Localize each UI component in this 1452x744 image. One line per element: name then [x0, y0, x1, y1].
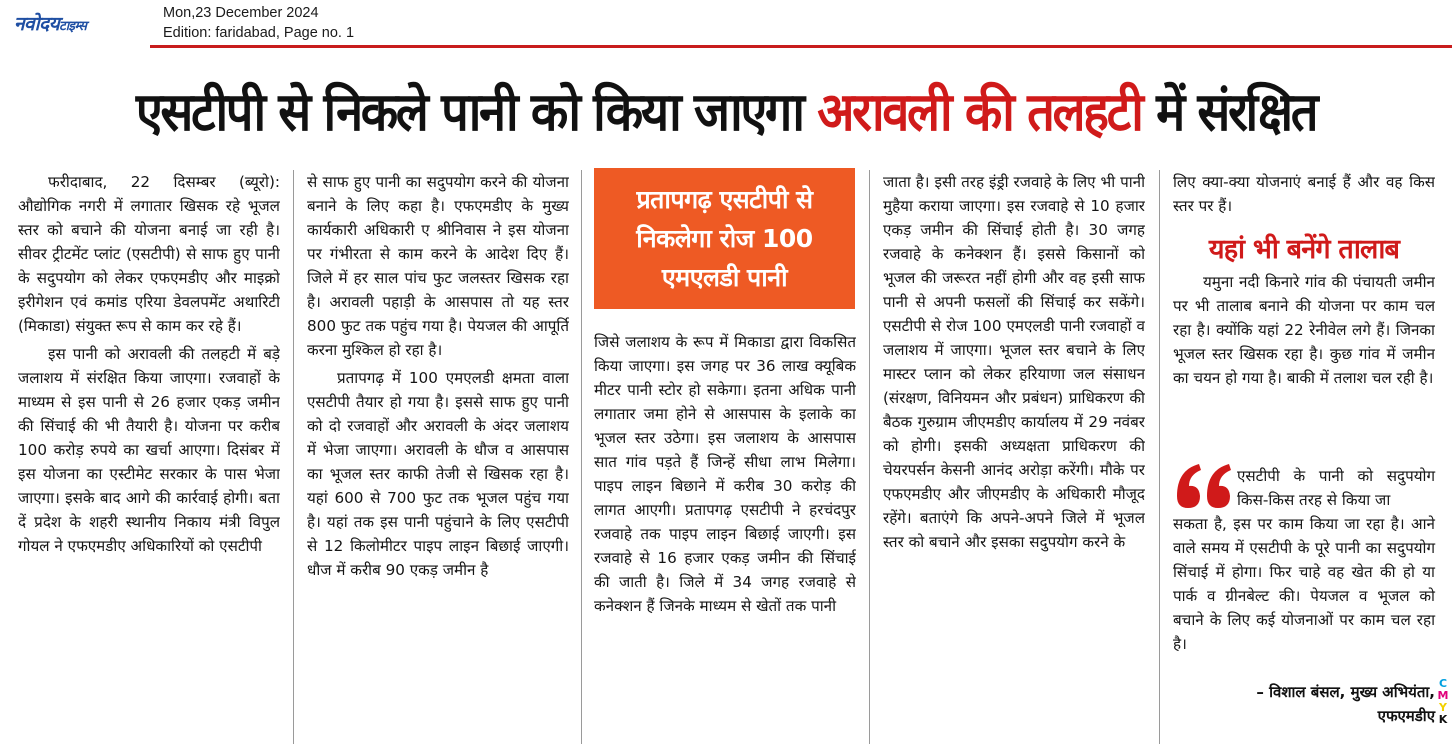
- headline-part1: एसटीपी से निकले पानी को किया जाएगा: [135, 82, 818, 143]
- date-line: Mon,23 December 2024: [163, 5, 319, 21]
- masthead: [0, 0, 1452, 48]
- cmyk-letter: K: [1438, 713, 1448, 726]
- headline-highlight: अरावली की तलहटी: [817, 82, 1142, 143]
- edition-info: [163, 3, 354, 43]
- paragraph: इस पानी को अरावली की तलहटी में बड़े जलाशय में संरक्षित किया जाएगा। रजवाहों के माध्यम से इस पानी से 26 हजार एकड़ जमीन की सिंचाई की भी तैयारी है। योजना पर करीब 100 करोड़ रुपये का खर्चा आएगा। दिसंबर में इस योजना का एस्टीमेट सरकार के पास भेजा जाएगा। इसके बाद आगे की कार्रवाई होगी। बता दें प्रदेश के शहरी स्थानीय निकाय मंत्री विपुल गोयल ने एफएमडीए अधिकारियों को एसटीपी: [18, 345, 280, 555]
- paragraph: प्रतापगढ़ में 100 एमएलडी क्षमता वाला एसटीपी तैयार हो गया है। इससे साफ हुए पानी को दो रजवाहों और अरावली के अंदर जलाशय में भेजा जाएगा। अरावली के धौज व आसपास का भूजल स्तर काफी तेजी से खिसक रहा है। यहां 600 से 700 फुट तक भूजल पहुंच गया है। यहां तक इस पानी पहुंचाने के लिए एसटीपी से 12 किलोमीटर पाइप लाइन बिछाई जाएगी। धौज में करीब 90 एकड़ जमीन है: [307, 369, 569, 579]
- article-column-3: [594, 330, 856, 744]
- quote-first-line: एसटीपी के पानी को सदुपयोग किस-किस तरह से किया जा: [1237, 467, 1435, 509]
- pull-quote: [1173, 464, 1435, 656]
- sub-headline: यहां भी बनेंगे तालाब: [1208, 234, 1400, 265]
- attribution-org: एफएमडीए: [1377, 707, 1435, 725]
- main-headline: [58, 74, 1394, 152]
- article-column-5: [1173, 170, 1435, 230]
- article-column-4: [883, 170, 1145, 744]
- highlight-box: [594, 168, 855, 309]
- column-divider: [869, 170, 870, 744]
- paragraph: यमुना नदी किनारे गांव की पंचायती जमीन पर भी तालाब बनाने की योजना पर काम चल रहा है। क्योंकि यहां 22 रेनीवेल लगे हैं। जिनका भूजल स्तर खिसक रहा है। कुछ गांव में जमीन का चयन हो गया है। बाकी में तलाश चल रही है।: [1173, 273, 1435, 387]
- headline-part2: में संरक्षित: [1141, 82, 1317, 143]
- paragraph: जिसे जलाशय के रूप में मिकाडा द्वारा विकसित किया जाएगा। इस जगह पर 36 लाख क्यूबिक मीटर पानी स्टोर हो सकेगा। इतना अधिक पानी लगातार जमा होने से आसपास के इलाके का भूजल स्तर उठेगा। इस जलाशय के आसपास सात गांव पड़ते हैं जिन्हें सीधा लाभ मिलेगा। पाइप लाइन बिछाने में करीब 30 करोड़ की लागत आएगी। प्रतापगढ़ एसटीपी ने हरचंदपुर रजवाहे तक पाइप लाइन बिछाई जाएगी। इस रजवाहे से 16 हजार एकड़ जमीन की सिंचाई की जाती है। जिले में 34 जगह रजवाहे से कनेक्शन हैं जिनके माध्यम से खेतों तक पानी: [594, 333, 856, 615]
- paragraph: फरीदाबाद, 22 दिसम्बर (ब्यूरो): औद्योगिक नगरी में लगातार खिसक रहे भूजल स्तर को बचाने की योजना बनाई जा रही है। सीवर ट्रीटमेंट प्लांट (एसटीपी) से साफ हुए पानी के सदुपयोग को लेकर एफएमडीए और माइक्रो इरीगेशन एवं कमांड एरिया डेवलपमेंट अथारिटी (मिकाडा) संयुक्त रूप से काम कर रहे हैं।: [18, 173, 280, 335]
- paragraph: लिए क्या-क्या योजनाएं बनाई हैं और वह किस स्तर पर हैं।: [1173, 173, 1435, 215]
- column-divider: [581, 170, 582, 744]
- newspaper-logo[interactable]: [14, 10, 86, 36]
- quote-text: सकता है, इस पर काम किया जा रहा है। आने वाले समय में एसटीपी के पूरे पानी का सदुपयोग सिंचाई में होगा। फिर चाहे वह खेत की हो या पार्क व ग्रीनबेल्ट की। पेयजल व भूजल को बचाने के लिए कई योजनाओं पर काम चल रहा है।: [1173, 515, 1435, 653]
- cmyk-letter: M: [1437, 689, 1449, 702]
- article-column-5-body: [1173, 270, 1435, 458]
- highlight-box-text: प्रतापगढ़ एसटीपी से निकलेगा रोज 100 एमएलडी पानी: [636, 185, 813, 292]
- cmyk-letter: C: [1438, 677, 1448, 690]
- logo-main: नवोदय: [14, 13, 60, 35]
- column-divider: [293, 170, 294, 744]
- article-column-2: [307, 170, 569, 744]
- paragraph: से साफ हुए पानी का सदुपयोग करने की योजना बनाने के लिए कहा है। एफएमडीए के मुख्य कार्यकारी अधिकारी ए श्रीनिवास ने इस योजना पर गंभीरता से काम करने के आदेश दिए हैं। जिले में हर साल पांच फुट जलस्तर खिसक रहा है। अरावली पहाड़ी के आसपास तो यह स्तर 800 फुट तक पहुंच गया है। पेयजल की आपूर्ति करना मुश्किल हो रहा है।: [307, 173, 569, 359]
- header-rule: [150, 45, 1452, 48]
- logo-sub: टाइम्स: [59, 19, 87, 34]
- article-column-1: [18, 170, 280, 744]
- cmyk-registration-marks: [1436, 678, 1450, 726]
- column-divider: [1159, 170, 1160, 744]
- edition-line: Edition: faridabad, Page no. 1: [163, 25, 355, 41]
- paragraph: जाता है। इसी तरह इंड्री रजवाहे के लिए भी पानी मुहैया कराया जाएगा। इस रजवाहे से 10 हजार एकड़ जमीन की सिंचाई होती है। 30 जगह रजवाहे के कनेक्शन हैं। इससे किसानों को भूजल की जरूरत नहीं होगी और वह इसी साफ पानी से अपनी फसलों की सिंचाई कर सकेंगे। एसटीपी से रोज 100 एमएलडी पानी रजवाहों व जलाशय में जाएगा। भूजल स्तर बचाने के लिए मास्टर प्लान को लेकर हरियाणा जल संसाधन (संरक्षण, विनियमन और प्रबंधन) प्राधिकरण की बैठक गुरुग्राम जीएमडीए कार्यालय में 29 नवंबर को होगी। इसकी अध्यक्षता प्राधिकरण की चेयरपर्सन केसनी आनंद अरोड़ा करेंगी। मौके पर एफएमडीए और जीएमडीए के अधिकारी मौजूद रहेंगे। बताएंगे कि अपने-अपने जिले में भूजल स्तर को बचाने और इसका सदुपयोग करने के: [883, 173, 1145, 551]
- attribution-name: – विशाल बंसल, मुख्य अभियंता,: [1256, 683, 1435, 701]
- quote-attribution: [1173, 680, 1435, 728]
- cmyk-letter: Y: [1439, 701, 1447, 714]
